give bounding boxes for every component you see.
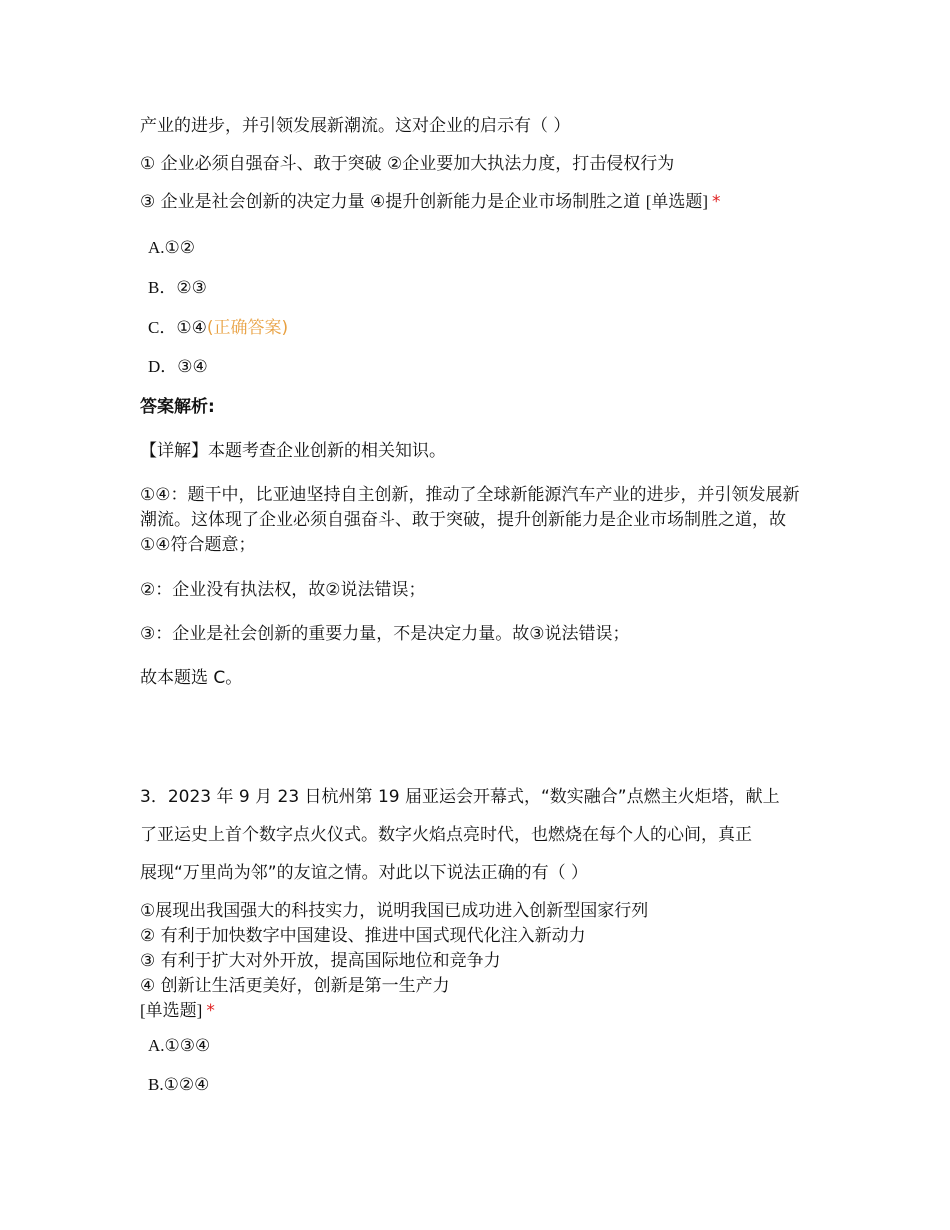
q3-required-mark: *: [206, 1001, 215, 1021]
q2-stem-line-3: [140, 191, 721, 213]
q3-option-a[interactable]: [148, 1035, 210, 1057]
q3-statement-1: ①展现出我国强大的科技实力，说明我国已成功进入创新型国家行列: [140, 901, 649, 921]
option-letter: A.: [148, 1036, 165, 1055]
analysis-point-2: ②：企业没有执法权，故②说法错误；: [140, 580, 426, 600]
q3-stem-line-2: 了亚运史上首个数字点火仪式。数字火焰点亮时代，也燃烧在每个人的心间，真正: [140, 825, 752, 845]
q3-statement-3: ③ 有利于扩大对外开放，提高国际地位和竞争力: [140, 951, 501, 971]
option-text: ①④: [176, 318, 207, 338]
q2-option-d[interactable]: [148, 356, 208, 378]
q3-type-row: [140, 1000, 215, 1022]
analysis-point-1-4: ①④：题干中，比亚迪坚持自主创新，推动了全球新能源汽车产业的进步，并引领发展新潮流。这体现了企业必须自强奋斗、敢于突破，提升创新能力是企业市场制胜之道，故①④符合题意；: [140, 485, 800, 555]
option-letter: C．: [148, 318, 177, 337]
analysis-detail-intro: 【详解】本题考查企业创新的相关知识。: [140, 441, 446, 461]
q2-stem-line-2: ① 企业必须自强奋斗、敢于突破 ②企业要加大执法力度，打击侵权行为: [140, 154, 675, 174]
option-text: ③④: [177, 357, 208, 377]
q2-option-c[interactable]: [148, 317, 288, 339]
q2-option-a[interactable]: [148, 237, 195, 259]
analysis-conclusion: 故本题选 C。: [140, 668, 243, 688]
option-letter: B.: [148, 1075, 164, 1094]
analysis-point-3: ③：企业是社会创新的重要力量，不是决定力量。故③说法错误；: [140, 624, 630, 644]
q2-type-tag: [单选题]: [645, 192, 709, 211]
option-text: ①②: [164, 238, 196, 258]
q3-type-tag: [单选题]: [140, 1001, 203, 1020]
q3-statement-4: ④ 创新让生活更美好，创新是第一生产力: [140, 976, 450, 996]
option-letter: B．: [148, 278, 177, 297]
option-letter: D．: [148, 357, 178, 376]
q3-statement-2: ② 有利于加快数字中国建设、推进中国式现代化注入新动力: [140, 926, 586, 946]
option-text: ①③④: [164, 1036, 211, 1056]
q2-stem-line-1: 产业的进步，并引领发展新潮流。这对企业的启示有（ ）: [140, 116, 571, 136]
q2-required-mark: *: [712, 192, 721, 212]
q2-stem-text: ③ 企业是社会创新的决定力量 ④提升创新能力是企业市场制胜之道: [140, 192, 641, 212]
correct-answer-note: (正确答案): [206, 318, 289, 338]
q2-option-b[interactable]: [148, 277, 207, 299]
option-letter: A.: [148, 238, 165, 257]
analysis-heading: 答案解析:: [140, 397, 215, 417]
q3-stem-line-1: 3．2023 年 9 月 23 日杭州第 19 届亚运会开幕式，“数实融合”点燃主火炬塔，献上: [140, 787, 780, 807]
option-text: ①②④: [163, 1075, 210, 1095]
q3-option-b[interactable]: [148, 1074, 209, 1096]
option-text: ②③: [176, 278, 207, 298]
q3-stem-line-3: 展现“万里尚为邻”的友谊之情。对此以下说法正确的有（ ）: [140, 863, 589, 883]
